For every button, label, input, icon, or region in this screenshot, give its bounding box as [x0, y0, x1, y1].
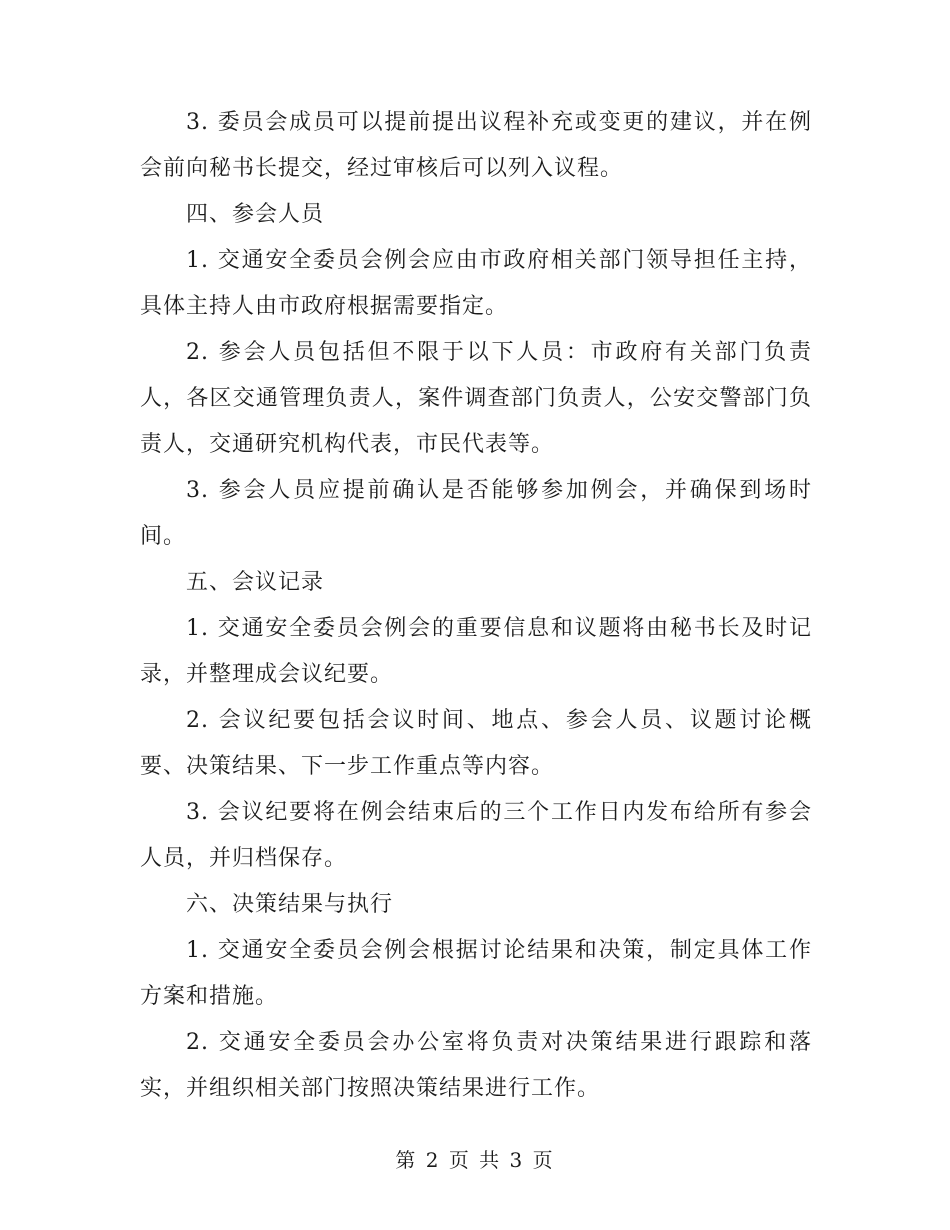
paragraph: 1. 交通安全委员会例会的重要信息和议题将由秘书长及时记录，并整理成会议纪要。	[140, 616, 812, 687]
section-heading: 五、会议记录	[186, 570, 325, 595]
paragraph: 1. 交通安全委员会例会应由市政府相关部门领导担任主持，具体主持人由市政府根据需要指定。	[140, 248, 812, 319]
section-heading: 四、参会人员	[186, 202, 325, 227]
paragraph: 2. 交通安全委员会办公室将负责对决策结果进行跟踪和落实，并组织相关部门按照决策结果进行工作。	[140, 1030, 812, 1101]
paragraph: 2. 会议纪要包括会议时间、地点、参会人员、议题讨论概要、决策结果、下一步工作重点等内容。	[140, 708, 812, 779]
paragraph: 1. 交通安全委员会例会根据讨论结果和决策，制定具体工作方案和措施。	[140, 938, 812, 1009]
document-body	[140, 100, 812, 1112]
page-number-footer: 第 2 页 共 3 页	[395, 1148, 555, 1172]
paragraph: 3. 参会人员应提前确认是否能够参加例会，并确保到场时间。	[140, 478, 812, 549]
section-heading: 六、决策结果与执行	[186, 892, 394, 917]
paragraph: 3. 委员会成员可以提前提出议程补充或变更的建议，并在例会前向秘书长提交，经过审核后可以列入议程。	[140, 110, 812, 181]
paragraph: 3. 会议纪要将在例会结束后的三个工作日内发布给所有参会人员，并归档保存。	[140, 800, 812, 871]
paragraph: 2. 参会人员包括但不限于以下人员：市政府有关部门负责人，各区交通管理负责人，案件调查部门负责人，公安交警部门负责人，交通研究机构代表，市民代表等。	[140, 340, 812, 457]
